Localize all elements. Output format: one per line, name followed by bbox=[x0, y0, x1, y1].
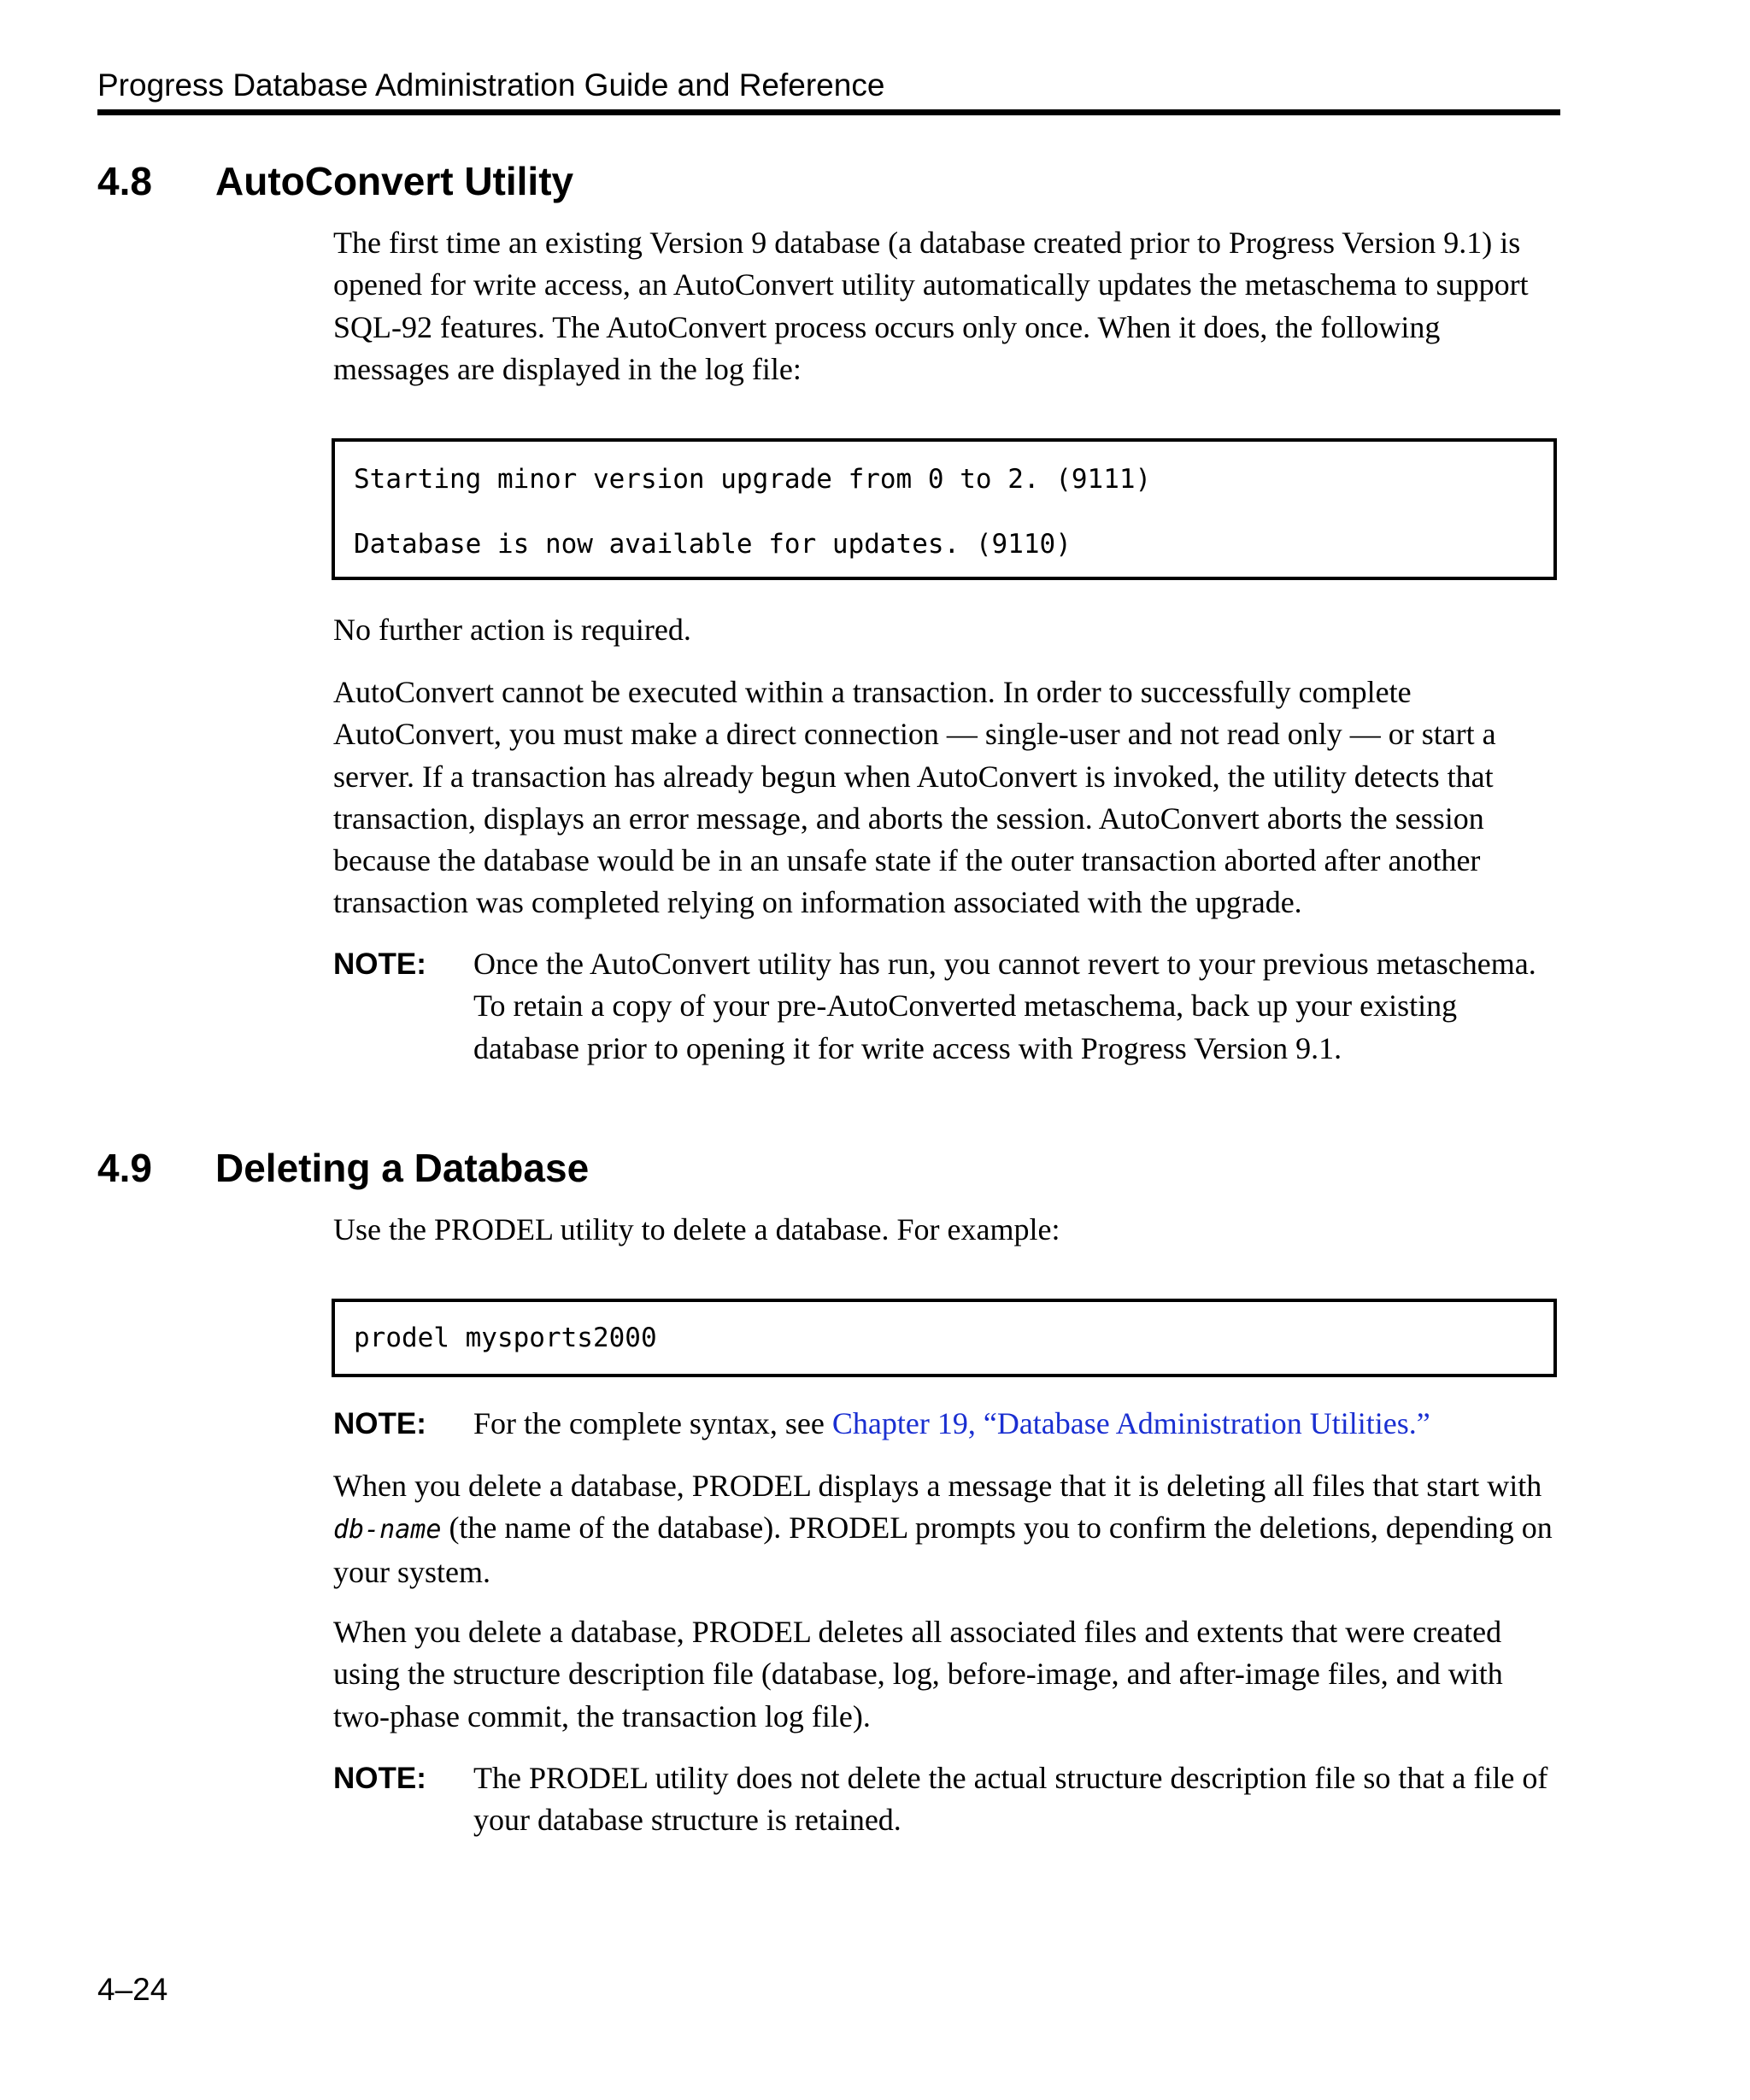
no-action-paragraph: No further action is required. bbox=[333, 613, 691, 647]
running-header: Progress Database Administration Guide and Reference bbox=[97, 67, 885, 103]
code-line: Database is now available for updates. (9110) bbox=[354, 529, 1072, 560]
section-title: AutoConvert Utility bbox=[215, 159, 574, 203]
header-rule bbox=[97, 109, 1560, 115]
syntax-note bbox=[333, 1403, 1564, 1445]
note-label: NOTE: bbox=[333, 947, 426, 981]
note-text: Once the AutoConvert utility has run, you cannot revert to your previous metaschema. To retain a copy of your pre-AutoConverted metaschema, back up your existing database prior to opening it for write access with Progress Version 9.1. bbox=[473, 947, 1536, 1065]
note-text bbox=[473, 1403, 1564, 1445]
section-number: 4.9 bbox=[97, 1146, 152, 1190]
note-prefix: For the complete syntax, see bbox=[473, 1406, 832, 1440]
section-number: 4.8 bbox=[97, 159, 152, 203]
code-line: Starting minor version upgrade from 0 to 2. (9111) bbox=[354, 464, 1152, 495]
delete-text-after: (the name of the database). PRODEL prompts you to confirm the deletions, depending on your system. bbox=[333, 1510, 1553, 1589]
section-title: Deleting a Database bbox=[215, 1146, 590, 1190]
deleted-files-paragraph: When you delete a database, PRODEL deletes all associated files and extents that were created using the structure description file (database, log, before-image, and after-image files, and with two-phase commit, the transaction log file). bbox=[333, 1615, 1503, 1733]
autoconvert-intro-paragraph: The first time an existing Version 9 database (a database created prior to Progress Version 9.1) is opened for write access, an AutoConvert utility automatically updates the metaschema to support SQL-92 features. The AutoConvert process occurs only once. When it does, the following messages are displayed in the log file: bbox=[333, 226, 1529, 386]
chapter-19-link[interactable]: Chapter 19, “Database Administration Utilities.” bbox=[831, 1406, 1430, 1440]
page-number: 4–24 bbox=[97, 1972, 168, 2007]
note-label: NOTE: bbox=[333, 1762, 426, 1795]
log-messages-code-box bbox=[332, 438, 1557, 580]
prodel-example-code-box bbox=[332, 1299, 1557, 1377]
delete-text-before: When you delete a database, PRODEL displays a message that it is deleting all files that start with bbox=[333, 1469, 1542, 1503]
delete-message-paragraph bbox=[333, 1465, 1564, 1593]
code-line: prodel mysports2000 bbox=[354, 1323, 657, 1353]
prodel-intro-paragraph: Use the PRODEL utility to delete a database. For example: bbox=[333, 1212, 1060, 1247]
autoconvert-note bbox=[333, 943, 1564, 1070]
note-label: NOTE: bbox=[333, 1407, 426, 1440]
note-text: The PRODEL utility does not delete the actual structure description file so that a file of your database structure is retained. bbox=[473, 1761, 1548, 1838]
db-name-code: db-name bbox=[333, 1515, 442, 1546]
structure-file-note bbox=[333, 1757, 1564, 1842]
transaction-paragraph: AutoConvert cannot be executed within a transaction. In order to successfully complete AutoConvert, you must make a direct connection — single-user and not read only — or start a server. If a transaction has already begun when AutoConvert is invoked, the utility detects that transaction, displays an error message, and aborts the session. AutoConvert aborts the session because the database would be in an unsafe state if the outer transaction aborted after another transaction was completed relying on information associated with the upgrade. bbox=[333, 675, 1496, 920]
